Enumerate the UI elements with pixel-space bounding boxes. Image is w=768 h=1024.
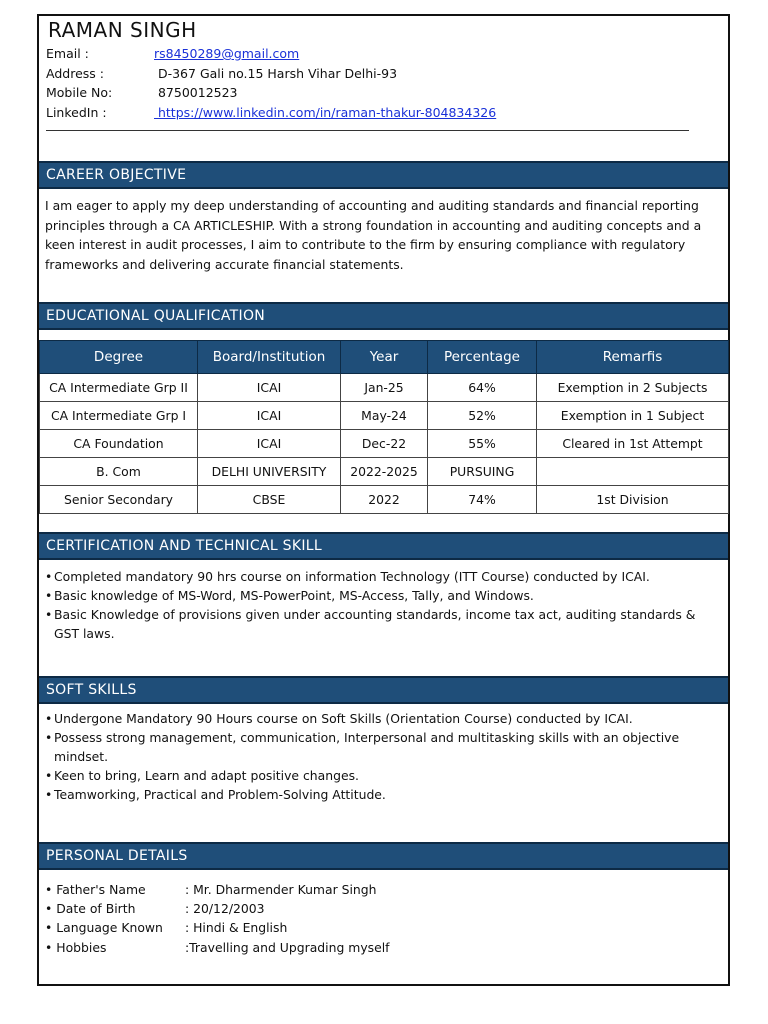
list-item: • Teamworking, Practical and Problem-Solving Attitude. xyxy=(45,787,386,802)
resume-page xyxy=(37,14,730,986)
cell: B. Com xyxy=(40,458,198,486)
cell: Cleared in 1st Attempt xyxy=(537,430,729,458)
cell: CA Foundation xyxy=(40,430,198,458)
candidate-name: RAMAN SINGH xyxy=(48,18,197,42)
table-row xyxy=(40,374,729,402)
linkedin-row xyxy=(46,103,496,123)
cell: 74% xyxy=(428,486,537,514)
cell: ICAI xyxy=(198,374,341,402)
cell: Exemption in 2 Subjects xyxy=(537,374,729,402)
cell: PURSUING xyxy=(428,458,537,486)
table-row xyxy=(40,458,729,486)
cell: 2022 xyxy=(341,486,428,514)
col-percentage: Percentage xyxy=(428,341,537,374)
cell: DELHI UNIVERSITY xyxy=(198,458,341,486)
personal-value: :Travelling and Upgrading myself xyxy=(185,940,390,955)
cell: CA Intermediate Grp II xyxy=(40,374,198,402)
cell: 2022-2025 xyxy=(341,458,428,486)
cell: ICAI xyxy=(198,402,341,430)
email-link[interactable]: rs8450289@gmail.com xyxy=(154,46,300,61)
cell: Jan-25 xyxy=(341,374,428,402)
personal-key: Hobbies xyxy=(56,940,107,955)
table-row xyxy=(40,402,729,430)
list-item: • Possess strong management, communication, Interpersonal and multitasking skills with an objective mindset. xyxy=(45,730,680,764)
personal-value: : 20/12/2003 xyxy=(185,901,265,916)
cell: 64% xyxy=(428,374,537,402)
certification-header: CERTIFICATION AND TECHNICAL SKILL xyxy=(39,532,728,560)
personal-key: Language Known xyxy=(56,920,163,935)
email-row xyxy=(46,44,299,64)
personal-key: Father's Name xyxy=(56,882,146,897)
col-board: Board/Institution xyxy=(198,341,341,374)
divider xyxy=(46,130,689,131)
list-item: • Basic knowledge of MS-Word, MS-PowerPoint, MS-Access, Tally, and Windows. xyxy=(45,588,534,603)
list-item: • Keen to bring, Learn and adapt positive changes. xyxy=(45,768,359,783)
cell: ICAI xyxy=(198,430,341,458)
certification-list xyxy=(45,567,718,643)
personal-row-language: • Language Known : Hindi & English xyxy=(45,920,288,935)
career-objective-header: CAREER OBJECTIVE xyxy=(39,161,728,189)
cell: Senior Secondary xyxy=(40,486,198,514)
personal-value: : Mr. Dharmender Kumar Singh xyxy=(185,882,377,897)
soft-skills-list xyxy=(45,709,718,804)
personal-row-father: • Father's Name : Mr. Dharmender Kumar Singh xyxy=(45,882,377,897)
linkedin-label: LinkedIn : xyxy=(46,105,107,120)
col-year: Year xyxy=(341,341,428,374)
cell: CBSE xyxy=(198,486,341,514)
personal-row-hobbies: • Hobbies :Travelling and Upgrading myself xyxy=(45,940,390,955)
cell: Exemption in 1 Subject xyxy=(537,402,729,430)
cell: May-24 xyxy=(341,402,428,430)
col-degree: Degree xyxy=(40,341,198,374)
list-item: • Basic Knowledge of provisions given under accounting standards, income tax act, auditing standards & GST laws. xyxy=(45,607,696,641)
personal-details-header: PERSONAL DETAILS xyxy=(39,842,728,870)
table-header-row xyxy=(40,341,729,374)
cell xyxy=(537,458,729,486)
cell: 55% xyxy=(428,430,537,458)
address-label: Address : xyxy=(46,66,104,81)
cell: 52% xyxy=(428,402,537,430)
personal-value: : Hindi & English xyxy=(185,920,288,935)
email-label: Email : xyxy=(46,46,89,61)
mobile-row xyxy=(46,83,238,103)
education-table xyxy=(39,340,729,514)
soft-skills-header: SOFT SKILLS xyxy=(39,676,728,704)
personal-key: Date of Birth xyxy=(56,901,136,916)
mobile-label: Mobile No: xyxy=(46,85,113,100)
table-row xyxy=(40,486,729,514)
cell: Dec-22 xyxy=(341,430,428,458)
list-item: • Undergone Mandatory 90 Hours course on Soft Skills (Orientation Course) conducted by ICAI. xyxy=(45,711,633,726)
career-objective-text: I am eager to apply my deep understanding of accounting and auditing standards and financial reporting principles through a CA ARTICLESHIP. With a strong foundation in accounting and auditing concepts and a keen interest in audit processes, I aim to contribute to the firm by ensuring compliance with regulatory frameworks and delivering accurate financial statements. xyxy=(45,198,702,272)
table-row xyxy=(40,430,729,458)
cell: 1st Division xyxy=(537,486,729,514)
list-item: • Completed mandatory 90 hrs course on information Technology (ITT Course) conducted by ICAI. xyxy=(45,569,650,584)
personal-row-dob: • Date of Birth : 20/12/2003 xyxy=(45,901,265,916)
linkedin-link[interactable]: https://www.linkedin.com/in/raman-thakur-804834326 xyxy=(154,105,497,120)
mobile-value: 8750012523 xyxy=(154,85,238,100)
col-remarks: Remarfis xyxy=(537,341,729,374)
education-header: EDUCATIONAL QUALIFICATION xyxy=(39,302,728,330)
address-row xyxy=(46,64,397,84)
address-value: D-367 Gali no.15 Harsh Vihar Delhi-93 xyxy=(154,66,398,81)
cell: CA Intermediate Grp I xyxy=(40,402,198,430)
